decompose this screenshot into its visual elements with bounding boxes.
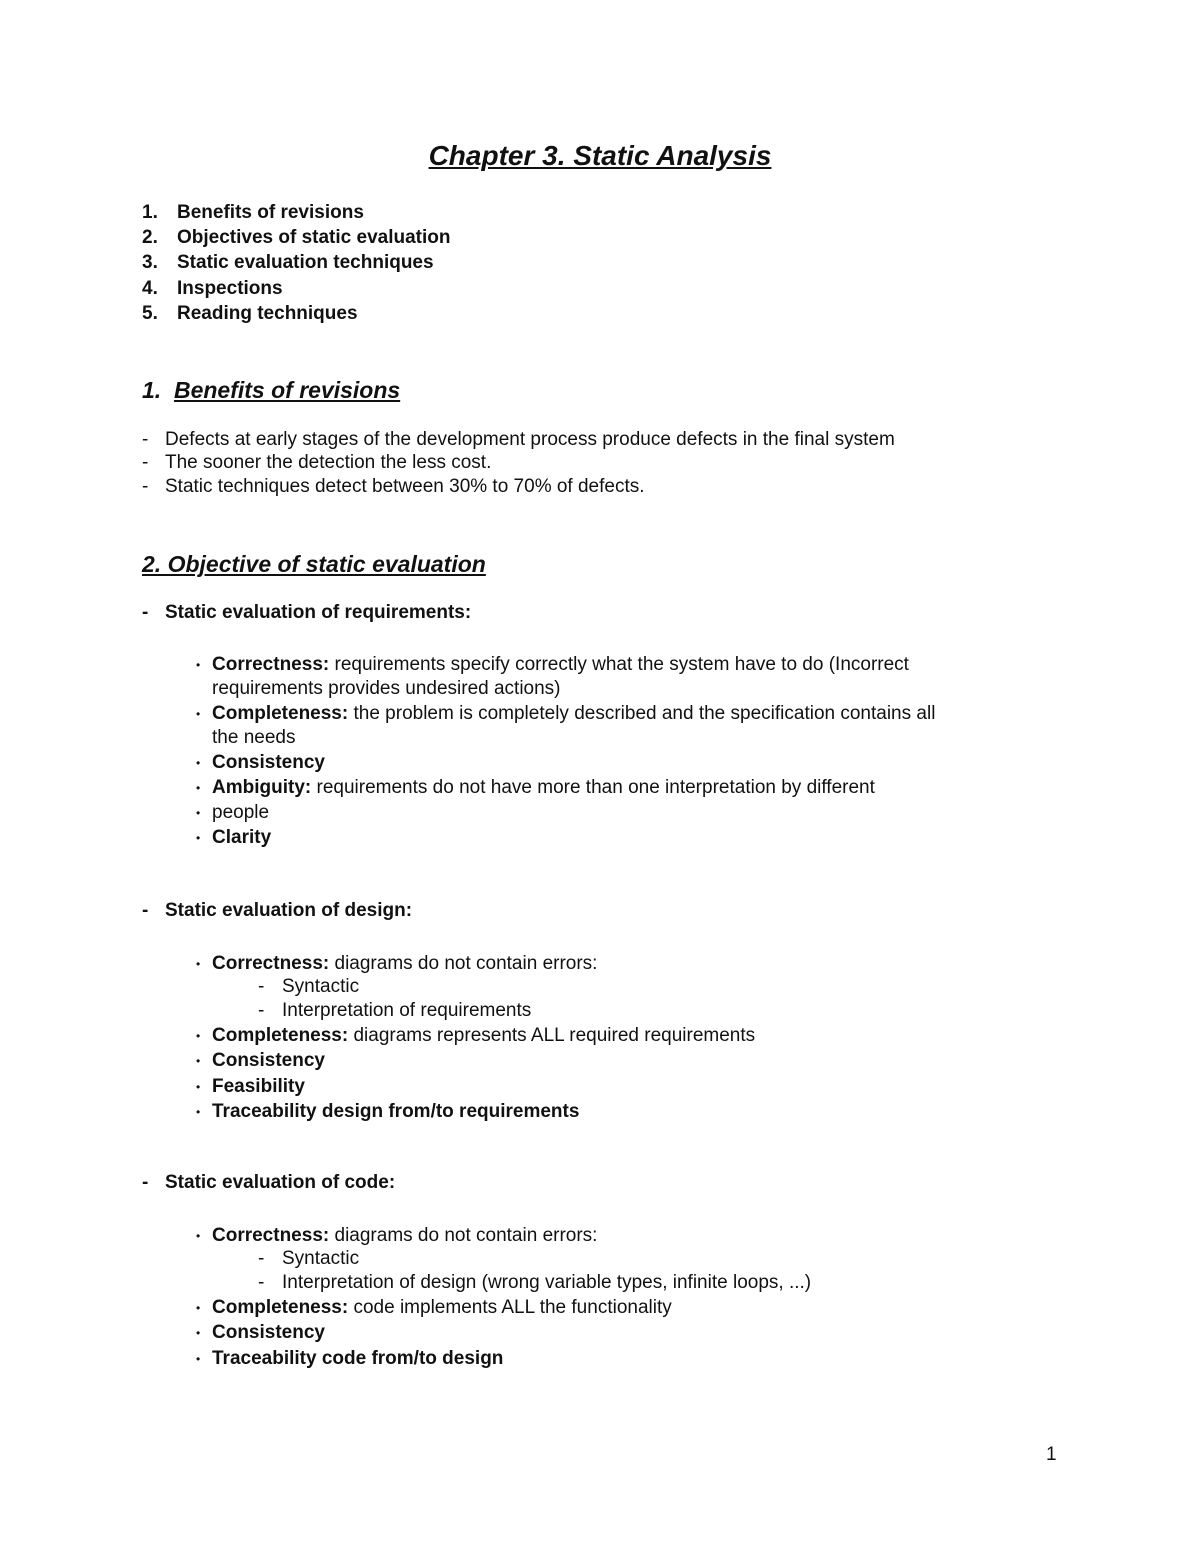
chapter-title: Chapter 3. Static Analysis — [428, 140, 772, 171]
page-number: 1 — [1046, 1444, 1057, 1465]
document-page: Chapter 3. Static Analysis 1. Benefits of revisions 2. Objectives of static evaluation 3. Static evaluation techniques 4. Inspections 5. Reading techniques 1. Benefits of revisions - Defects at early stages of the development process produce defects in the final system - The sooner the detection the less cost. - Static techniques detect between 30% to 70% of defects. 2. Objective of static evaluation - Static evaluation of requirements: • Correctness: requirements specify correctly what the system have to do (Incorrect requirements provides undesired actions) • Completeness: the problem is completely described and the specification contains all the needs • Consistency • Ambiguity: requirements do not have more than one interpretation by different • people • Clarity - Static evaluation of design: • Correctness: diagrams do not contain errors: - Syntactic - Interpretation of requirements • Completeness: diagrams represents ALL required requirements • Consistency • Feasibility • Traceability design from/to requirements - Static evaluation of code: • Correctness: diagrams do not contain errors: - Syntactic - Interpretation of design (wrong variable types, infinite loops, ...) • Completeness: code implements ALL the functionality • Consistency • Traceability code from/to design 1 — [0, 0, 1200, 1553]
list-item-continuation: requirements provides undesired actions) — [212, 678, 561, 699]
toc-list: 1. Benefits of revisions 2. Objectives of static evaluation 3. Static evaluation techniques 4. Inspections 5. Reading techniques — [142, 202, 451, 324]
section-1-heading: 1. Benefits of revisions — [142, 377, 401, 403]
list-item-continuation: the needs — [212, 727, 296, 748]
section-2-heading: 2. Objective of static evaluation — [142, 551, 486, 577]
